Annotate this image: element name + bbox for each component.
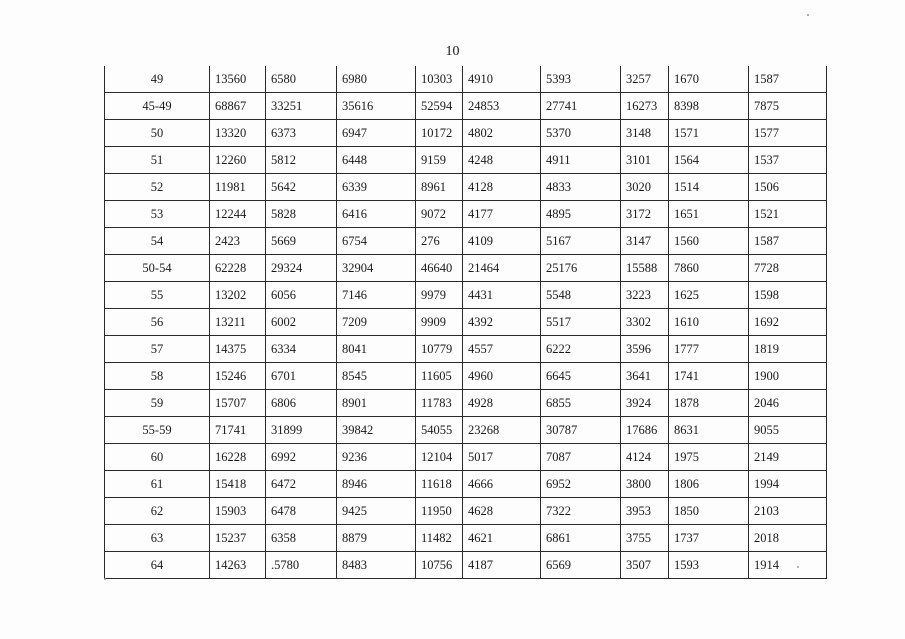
value-cell: 9072	[416, 201, 463, 228]
scan-speck	[807, 14, 809, 16]
value-cell: 2103	[749, 498, 827, 525]
value-cell: 15903	[210, 498, 266, 525]
value-cell: 3302	[621, 309, 669, 336]
value-cell: 15588	[621, 255, 669, 282]
value-cell: 6416	[337, 201, 416, 228]
value-cell: 14375	[210, 336, 266, 363]
value-cell: 6580	[266, 66, 337, 93]
table-row	[105, 471, 827, 498]
age-cell: 52	[105, 174, 210, 201]
value-cell: 3223	[621, 282, 669, 309]
value-cell: 15418	[210, 471, 266, 498]
value-cell: 13320	[210, 120, 266, 147]
value-cell: 46640	[416, 255, 463, 282]
value-cell: 4621	[463, 525, 541, 552]
value-cell: 4960	[463, 363, 541, 390]
page-number: 10	[445, 44, 460, 59]
value-cell: 1737	[669, 525, 749, 552]
age-cell: 50-54	[105, 255, 210, 282]
value-cell: 9055	[749, 417, 827, 444]
table-row	[105, 147, 827, 174]
table-row	[105, 309, 827, 336]
value-cell: 6861	[541, 525, 621, 552]
value-cell: 2046	[749, 390, 827, 417]
value-cell: 9979	[416, 282, 463, 309]
value-cell: 1878	[669, 390, 749, 417]
age-cell: 49	[105, 66, 210, 93]
value-cell: 7875	[749, 93, 827, 120]
value-cell: 8961	[416, 174, 463, 201]
value-cell: 8631	[669, 417, 749, 444]
value-cell: 6373	[266, 120, 337, 147]
value-cell: 6002	[266, 309, 337, 336]
value-cell: 35616	[337, 93, 416, 120]
value-cell: 1577	[749, 120, 827, 147]
value-cell: 4910	[463, 66, 541, 93]
value-cell: 4557	[463, 336, 541, 363]
value-cell: 31899	[266, 417, 337, 444]
value-cell: 6478	[266, 498, 337, 525]
value-cell: 16228	[210, 444, 266, 471]
value-cell: 3800	[621, 471, 669, 498]
value-cell: 12244	[210, 201, 266, 228]
value-cell: 6806	[266, 390, 337, 417]
value-cell: 7209	[337, 309, 416, 336]
value-cell: 10172	[416, 120, 463, 147]
value-cell: 1806	[669, 471, 749, 498]
value-cell: 27741	[541, 93, 621, 120]
value-cell: 23268	[463, 417, 541, 444]
table-row	[105, 120, 827, 147]
value-cell: 1598	[749, 282, 827, 309]
value-cell: 1651	[669, 201, 749, 228]
value-cell: 1506	[749, 174, 827, 201]
value-cell: 13560	[210, 66, 266, 93]
value-cell: 15246	[210, 363, 266, 390]
value-cell: 9425	[337, 498, 416, 525]
value-cell: 12104	[416, 444, 463, 471]
value-cell: 12260	[210, 147, 266, 174]
value-cell: 14263	[210, 552, 266, 579]
table-row	[105, 390, 827, 417]
value-cell: 10779	[416, 336, 463, 363]
value-cell: 6855	[541, 390, 621, 417]
value-cell: 11482	[416, 525, 463, 552]
value-cell: 17686	[621, 417, 669, 444]
value-cell: 3924	[621, 390, 669, 417]
value-cell: 62228	[210, 255, 266, 282]
age-cell: 50	[105, 120, 210, 147]
value-cell: 2149	[749, 444, 827, 471]
scan-speck	[104, 578, 106, 580]
value-cell: 52594	[416, 93, 463, 120]
table-row	[105, 417, 827, 444]
value-cell: 3596	[621, 336, 669, 363]
value-cell: 7322	[541, 498, 621, 525]
value-cell: 276	[416, 228, 463, 255]
population-table	[104, 66, 827, 579]
value-cell: 4187	[463, 552, 541, 579]
value-cell: 1850	[669, 498, 749, 525]
value-cell: 11605	[416, 363, 463, 390]
value-cell: 4833	[541, 174, 621, 201]
value-cell: 9236	[337, 444, 416, 471]
value-cell: 33251	[266, 93, 337, 120]
age-cell: 64	[105, 552, 210, 579]
value-cell: 4666	[463, 471, 541, 498]
value-cell: 8946	[337, 471, 416, 498]
value-cell: 4109	[463, 228, 541, 255]
table-row	[105, 66, 827, 93]
value-cell: 6754	[337, 228, 416, 255]
value-cell: 1914	[749, 552, 827, 579]
value-cell: 3147	[621, 228, 669, 255]
value-cell: 5669	[266, 228, 337, 255]
value-cell: 6472	[266, 471, 337, 498]
value-cell: 32904	[337, 255, 416, 282]
value-cell: 1610	[669, 309, 749, 336]
age-cell: 58	[105, 363, 210, 390]
value-cell: 1587	[749, 228, 827, 255]
value-cell: 3507	[621, 552, 669, 579]
value-cell: 5812	[266, 147, 337, 174]
table-row	[105, 363, 827, 390]
value-cell: 6056	[266, 282, 337, 309]
age-cell: 57	[105, 336, 210, 363]
value-cell: 11950	[416, 498, 463, 525]
value-cell: 3172	[621, 201, 669, 228]
table-row	[105, 201, 827, 228]
value-cell: 3641	[621, 363, 669, 390]
scan-speck	[797, 566, 799, 568]
value-cell: 3755	[621, 525, 669, 552]
age-cell: 55-59	[105, 417, 210, 444]
age-cell: 63	[105, 525, 210, 552]
value-cell: 6222	[541, 336, 621, 363]
table-row	[105, 525, 827, 552]
value-cell: 4928	[463, 390, 541, 417]
value-cell: 8901	[337, 390, 416, 417]
value-cell: 71741	[210, 417, 266, 444]
value-cell: 1819	[749, 336, 827, 363]
table-row	[105, 282, 827, 309]
value-cell: 3953	[621, 498, 669, 525]
value-cell: 7087	[541, 444, 621, 471]
age-cell: 62	[105, 498, 210, 525]
value-cell: 8879	[337, 525, 416, 552]
table-body	[105, 66, 827, 579]
value-cell: 6992	[266, 444, 337, 471]
value-cell: 13202	[210, 282, 266, 309]
value-cell: 15707	[210, 390, 266, 417]
value-cell: .5780	[266, 552, 337, 579]
value-cell: 2018	[749, 525, 827, 552]
value-cell: 1670	[669, 66, 749, 93]
value-cell: 21464	[463, 255, 541, 282]
table-row	[105, 552, 827, 579]
value-cell: 4392	[463, 309, 541, 336]
age-cell: 59	[105, 390, 210, 417]
value-cell: 24853	[463, 93, 541, 120]
value-cell: 4431	[463, 282, 541, 309]
value-cell: 1994	[749, 471, 827, 498]
value-cell: 6947	[337, 120, 416, 147]
value-cell: 1975	[669, 444, 749, 471]
value-cell: 4177	[463, 201, 541, 228]
value-cell: 6339	[337, 174, 416, 201]
value-cell: 5548	[541, 282, 621, 309]
value-cell: 10303	[416, 66, 463, 93]
value-cell: 6645	[541, 363, 621, 390]
value-cell: 3020	[621, 174, 669, 201]
age-cell: 53	[105, 201, 210, 228]
value-cell: 4628	[463, 498, 541, 525]
value-cell: 10756	[416, 552, 463, 579]
value-cell: 11618	[416, 471, 463, 498]
value-cell: 4124	[621, 444, 669, 471]
age-cell: 55	[105, 282, 210, 309]
value-cell: 8398	[669, 93, 749, 120]
value-cell: 1900	[749, 363, 827, 390]
value-cell: 4248	[463, 147, 541, 174]
value-cell: 11981	[210, 174, 266, 201]
value-cell: 6980	[337, 66, 416, 93]
value-cell: 1560	[669, 228, 749, 255]
value-cell: 68867	[210, 93, 266, 120]
value-cell: 11783	[416, 390, 463, 417]
value-cell: 5642	[266, 174, 337, 201]
value-cell: 1625	[669, 282, 749, 309]
value-cell: 1692	[749, 309, 827, 336]
value-cell: 16273	[621, 93, 669, 120]
value-cell: 3101	[621, 147, 669, 174]
value-cell: 7146	[337, 282, 416, 309]
value-cell: 6569	[541, 552, 621, 579]
value-cell: 7860	[669, 255, 749, 282]
value-cell: 1593	[669, 552, 749, 579]
value-cell: 5017	[463, 444, 541, 471]
value-cell: 4895	[541, 201, 621, 228]
age-cell: 61	[105, 471, 210, 498]
value-cell: 15237	[210, 525, 266, 552]
value-cell: 5517	[541, 309, 621, 336]
value-cell: 5828	[266, 201, 337, 228]
value-cell: 1514	[669, 174, 749, 201]
table-row	[105, 498, 827, 525]
value-cell: 1777	[669, 336, 749, 363]
value-cell: 29324	[266, 255, 337, 282]
table-row	[105, 93, 827, 120]
value-cell: 5370	[541, 120, 621, 147]
value-cell: 1537	[749, 147, 827, 174]
table-row	[105, 228, 827, 255]
table-row	[105, 255, 827, 282]
value-cell: 1571	[669, 120, 749, 147]
value-cell: 4911	[541, 147, 621, 174]
value-cell: 3257	[621, 66, 669, 93]
value-cell: 4128	[463, 174, 541, 201]
value-cell: 54055	[416, 417, 463, 444]
value-cell: 5393	[541, 66, 621, 93]
age-cell: 54	[105, 228, 210, 255]
value-cell: 8483	[337, 552, 416, 579]
value-cell: 3148	[621, 120, 669, 147]
value-cell: 1564	[669, 147, 749, 174]
value-cell: 39842	[337, 417, 416, 444]
value-cell: 30787	[541, 417, 621, 444]
value-cell: 7728	[749, 255, 827, 282]
table-row	[105, 336, 827, 363]
value-cell: 1741	[669, 363, 749, 390]
value-cell: 13211	[210, 309, 266, 336]
value-cell: 6334	[266, 336, 337, 363]
value-cell: 25176	[541, 255, 621, 282]
value-cell: 4802	[463, 120, 541, 147]
value-cell: 8041	[337, 336, 416, 363]
value-cell: 2423	[210, 228, 266, 255]
table-row	[105, 174, 827, 201]
value-cell: 6358	[266, 525, 337, 552]
value-cell: 6448	[337, 147, 416, 174]
value-cell: 9909	[416, 309, 463, 336]
value-cell: 6701	[266, 363, 337, 390]
value-cell: 9159	[416, 147, 463, 174]
value-cell: 1587	[749, 66, 827, 93]
age-cell: 60	[105, 444, 210, 471]
age-cell: 45-49	[105, 93, 210, 120]
value-cell: 5167	[541, 228, 621, 255]
value-cell: 8545	[337, 363, 416, 390]
age-cell: 56	[105, 309, 210, 336]
age-cell: 51	[105, 147, 210, 174]
table-row	[105, 444, 827, 471]
value-cell: 1521	[749, 201, 827, 228]
value-cell: 6952	[541, 471, 621, 498]
